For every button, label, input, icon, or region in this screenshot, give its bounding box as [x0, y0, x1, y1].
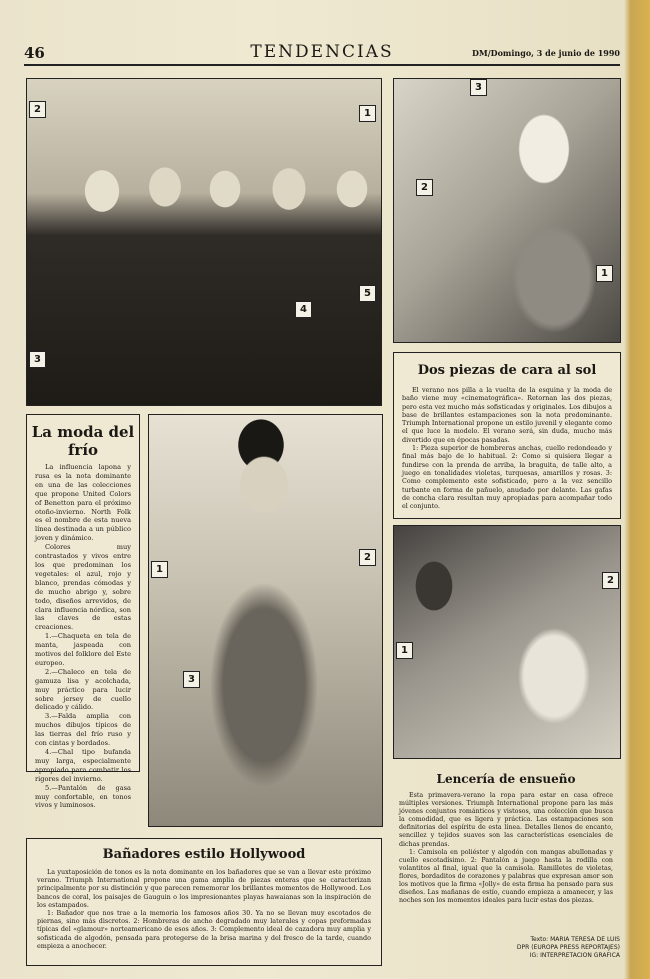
photo-callout: 3	[470, 79, 487, 96]
article-paragraph: 1: Camisola en poliéster y algodón con mangas abullonadas y cuello escotadísimo. 2: Pantalón a juego hasta la rodilla con volantitos al final, igual que la camisola. Ramilletes de violetas, flores, bordaditos de corazones y palabras que expresan amor son los motivos que la firma «Jolly» de esta firma ha pensado para sus diseños. Las mañanas de estío, cuando empieza a amanecer, y las noches son los momentos ideales para lucir estas dos piezas.	[399, 848, 613, 905]
photo-callout: 2	[416, 179, 433, 196]
article-credits	[440, 936, 620, 960]
page-number: 46	[24, 44, 45, 62]
photo-callout: 2	[29, 101, 46, 118]
article-paragraph: El verano nos pilla a la vuelta de la esquina y la moda de baño viene muy «cinematográfica». Retornan las dos piezas, pero esta vez mucho más sofisticadas y originales. Los dibujos a base de brillantes estampaciones son la nota predominante. Triumph International propone un estilo juvenil y elegante como el que luce la modelo. El verano será, sin duda, mucho más divertido que en épocas pasadas.	[402, 386, 612, 444]
article-title: La moda del frío	[31, 423, 135, 459]
article-paragraph: 2.—Chaleco en tela de gamuza lisa y acolchada, muy práctico para lucir sobre jersey de cuello delicado y cálido.	[35, 667, 131, 712]
article-title: Dos piezas de cara al sol	[417, 363, 597, 378]
lenceria-article	[393, 764, 619, 940]
photo-callout: 5	[359, 285, 376, 302]
photo-callout: 1	[151, 561, 168, 578]
section-title: TENDENCIAS	[250, 42, 394, 62]
credit-line: DPR (EUROPA PRESS REPORTAJES)	[516, 944, 620, 951]
banadores-article	[26, 838, 382, 966]
article-paragraph: La yuxtaposición de tonos es la nota dominante en los bañadores que se van a llevar este próximo verano. Triumph International propone una gama amplia de piezas enteras que se caracterizan principalmente por su distinción y que parecen rememorar los brillantes momentos de Hollywood. Los bancos de coral, los paisajes de Gauguin o los impresionantes playas hawaianas son la inspiración de los estampados.	[37, 868, 371, 909]
article-paragraph: 1: Bañador que nos trae a la memoria los famosos años 30. Ya no se llevan muy escotados de piernas, sino más discretos. 2: Hombreras de ancho degradado muy laterales y copas preformadas típicas del «glamour» norteamericano de esos años. 3: Complemento ideal de cazadora muy amplia y sofisticada de algodón, pensada para protegerse de la brisa marina y del fresco de la tarde, cuando empieza a anochecer.	[37, 909, 371, 950]
article-paragraph: 3.—Falda amplia con muchos dibujos típicos de las tierras del frío ruso y con cintas y bordados.	[35, 712, 131, 748]
bikini-photo	[393, 78, 621, 343]
photo-callout: 1	[596, 265, 613, 282]
photo-callout: 2	[359, 549, 376, 566]
article-paragraph: La influencia lapona y rusa es la nota dominante en una de las colecciones que propone United Colors of Benetton para el próximo otoño-invierno. North Folk es el nombre de esta nueva línea destinada a un público joven y dinámico.	[35, 463, 131, 543]
article-title: Bañadores estilo Hollywood	[102, 847, 306, 862]
article-paragraph: Colores muy contrastados y vivos entre los que predominan los vegetales: el azul, rojo y blanco, prendas cómodas y de mucho abrigo y, sobre todo, diseños arrevidos, de clara influencia nórdica, son las claves de estas creaciones.	[35, 543, 131, 632]
article-paragraph: 1: Pieza superior de hombreras anchas, cuello redondeado y final más bajo de lo habitual. 2: Como si quisiera llegar a fundirse con la prenda de arriba, la braguita, de talle alto, a juego en tonalidades violetas, turquesas, amarillos y rosas. 3: Como complemento este sofisticado, pero a la vez sencillo turbante en forma de pañuelo, anudado por delante. Las gafas de concha clara resultan muy apropiadas para acompañar todo el conjunto.	[402, 444, 612, 511]
article-paragraph: 4.—Chal tipo bufanda muy larga, especialmente apropiado para combatir los rigores del invierno.	[35, 748, 131, 783]
group-winter-fashion-photo	[26, 78, 382, 406]
photo-callout: 1	[359, 105, 376, 122]
moda-frio-article	[26, 414, 140, 810]
photo-callout: 4	[295, 301, 312, 318]
photo-callout: 1	[396, 642, 413, 659]
credit-line: IG: INTERPRETACION GRAFICA	[529, 952, 620, 959]
article-title: Lencería de ensueño	[436, 772, 576, 786]
dateline: DM/Domingo, 3 de junio de 1990	[471, 48, 620, 58]
lingerie-photo	[393, 525, 621, 759]
article-paragraph: 1.—Chaqueta en tela de manta, jaspeada con motivos del folklore del Este europeo.	[35, 632, 131, 667]
article-paragraph: 5.—Pantalón de gasa muy confortable, en tonos vivos y luminosos.	[35, 783, 131, 810]
credit-line: Texto: MARIA TERESA DE LUIS	[530, 936, 620, 943]
swimsuit-photo	[148, 414, 383, 827]
photo-callout: 3	[183, 671, 200, 688]
photo-callout: 3	[29, 351, 46, 368]
page-header	[24, 42, 620, 66]
dos-piezas-article	[393, 352, 621, 519]
article-paragraph: Esta primavera-verano la ropa para estar en casa ofrece múltiples versiones. Triumph International propone para las más jóvenes conjuntos románticos y vistosos, una colección que busca la comodidad, que es ligera y práctica. Las estampaciones son definitorias del espíritu de esta línea. Detalles llenos de encanto, sencillez y tejidos suaves son las características esenciales de dichas prendas.	[399, 792, 613, 848]
photo-callout: 2	[602, 572, 619, 589]
